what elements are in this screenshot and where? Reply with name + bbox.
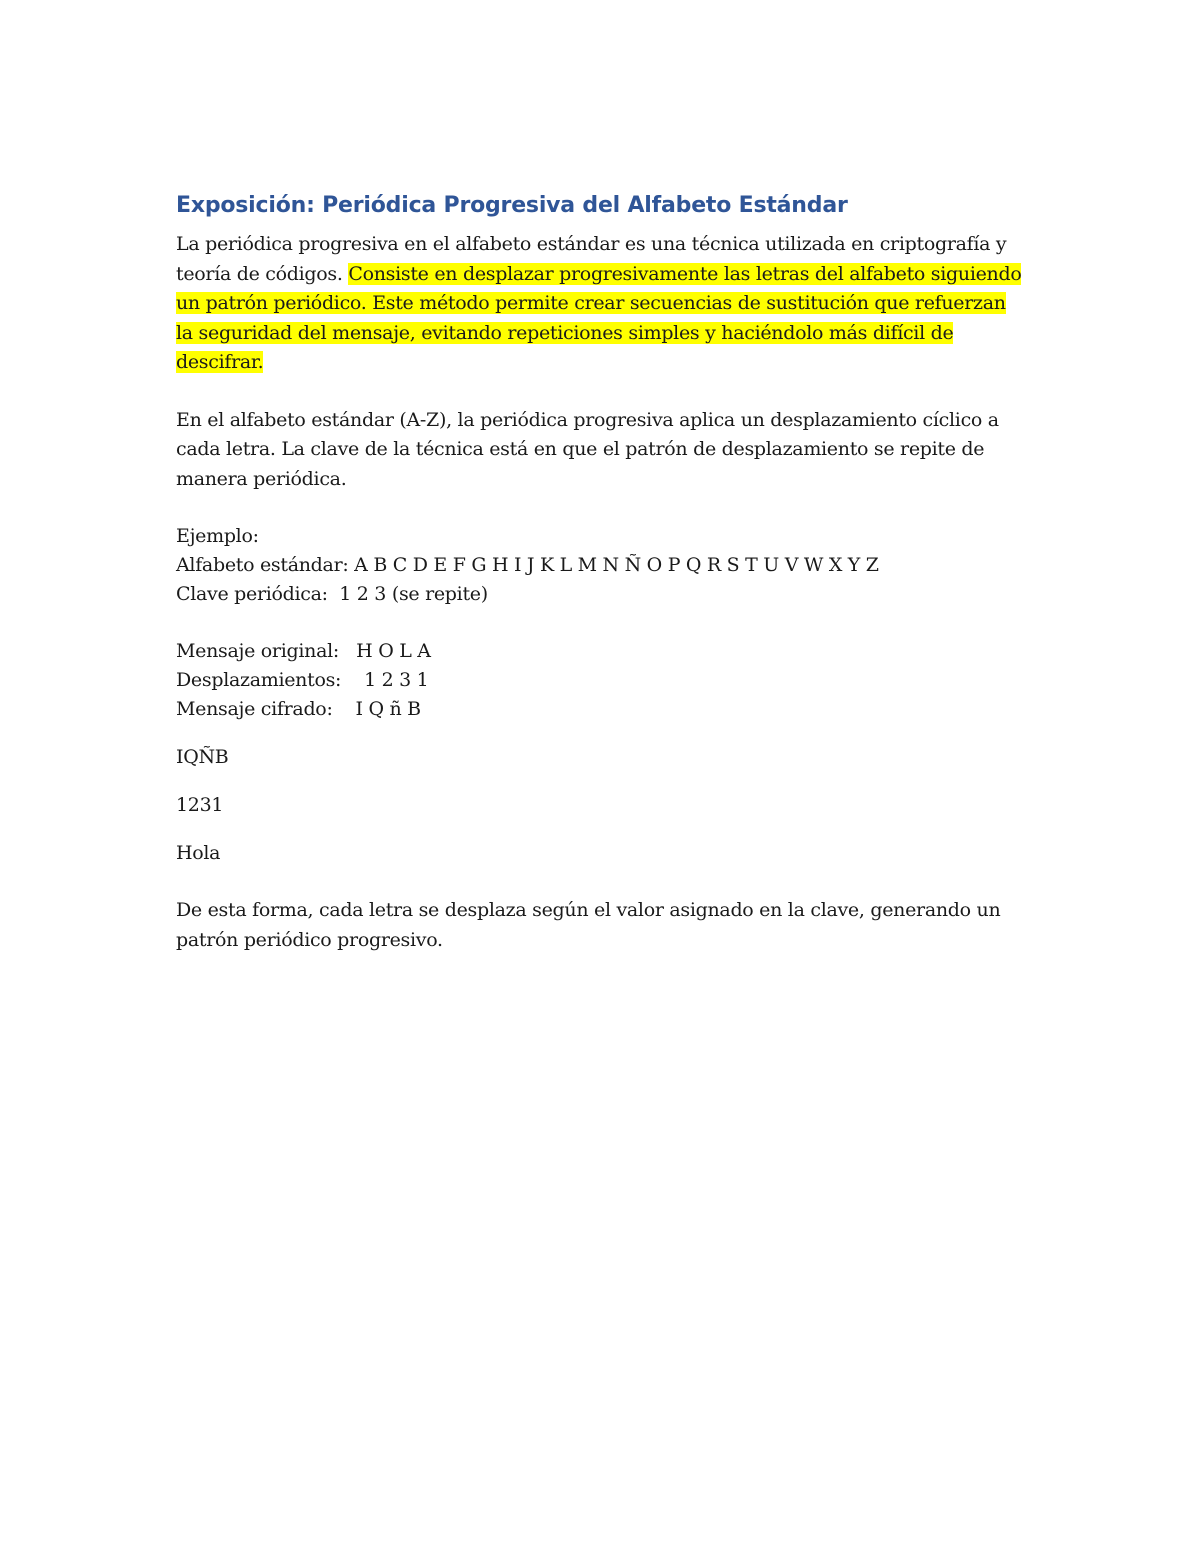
- cipher-message-line: Mensaje cifrado: I Q ñ B: [176, 698, 421, 720]
- conclusion-paragraph: De esta forma, cada letra se desplaza según el valor asignado en la clave, generando un patrón periódico progresivo.: [176, 899, 1001, 951]
- original-message-line: Mensaje original: H O L A: [176, 640, 431, 662]
- spacer: [176, 609, 1026, 637]
- spacer: [176, 494, 1026, 522]
- intro-paragraph: [176, 230, 1026, 378]
- spacer: [176, 724, 1026, 743]
- shifts-line: Desplazamientos: 1 2 3 1: [176, 669, 429, 691]
- intro-plain-text: La periódica progresiva en el alfabeto estándar es una técnica utilizada en criptografía y teoría de códigos.: [176, 233, 1007, 285]
- document-body: [176, 190, 1026, 955]
- spacer: [176, 378, 1026, 406]
- key-line: Clave periódica: 1 2 3 (se repite): [176, 583, 488, 605]
- example-label: Ejemplo:: [176, 525, 259, 547]
- spacer: [176, 820, 1026, 839]
- note-shifts: 1231: [176, 794, 224, 816]
- intro-highlighted-text: Consiste en desplazar progresivamente las letras del alfabeto siguiendo un patrón periódico. Este método permite crear secuencias de sustitución que refuerzan la seguridad del mensaje, evitando repeticiones simples y haciéndolo más difícil de descifrar.: [176, 262, 1022, 373]
- alphabet-paragraph: En el alfabeto estándar (A-Z), la periódica progresiva aplica un desplazamiento cíclico a cada letra. La clave de la técnica está en que el patrón de desplazamiento se repite de manera periódica.: [176, 408, 999, 490]
- spacer: [176, 772, 1026, 791]
- spacer: [176, 868, 1026, 896]
- note-plain: Hola: [176, 842, 221, 864]
- document-title: Exposición: Periódica Progresiva del Alfabeto Estándar: [176, 193, 848, 218]
- alphabet-line: Alfabeto estándar: A B C D E F G H I J K L M N Ñ O P Q R S T U V W X Y Z: [176, 554, 879, 576]
- note-cipher: IQÑB: [176, 746, 229, 768]
